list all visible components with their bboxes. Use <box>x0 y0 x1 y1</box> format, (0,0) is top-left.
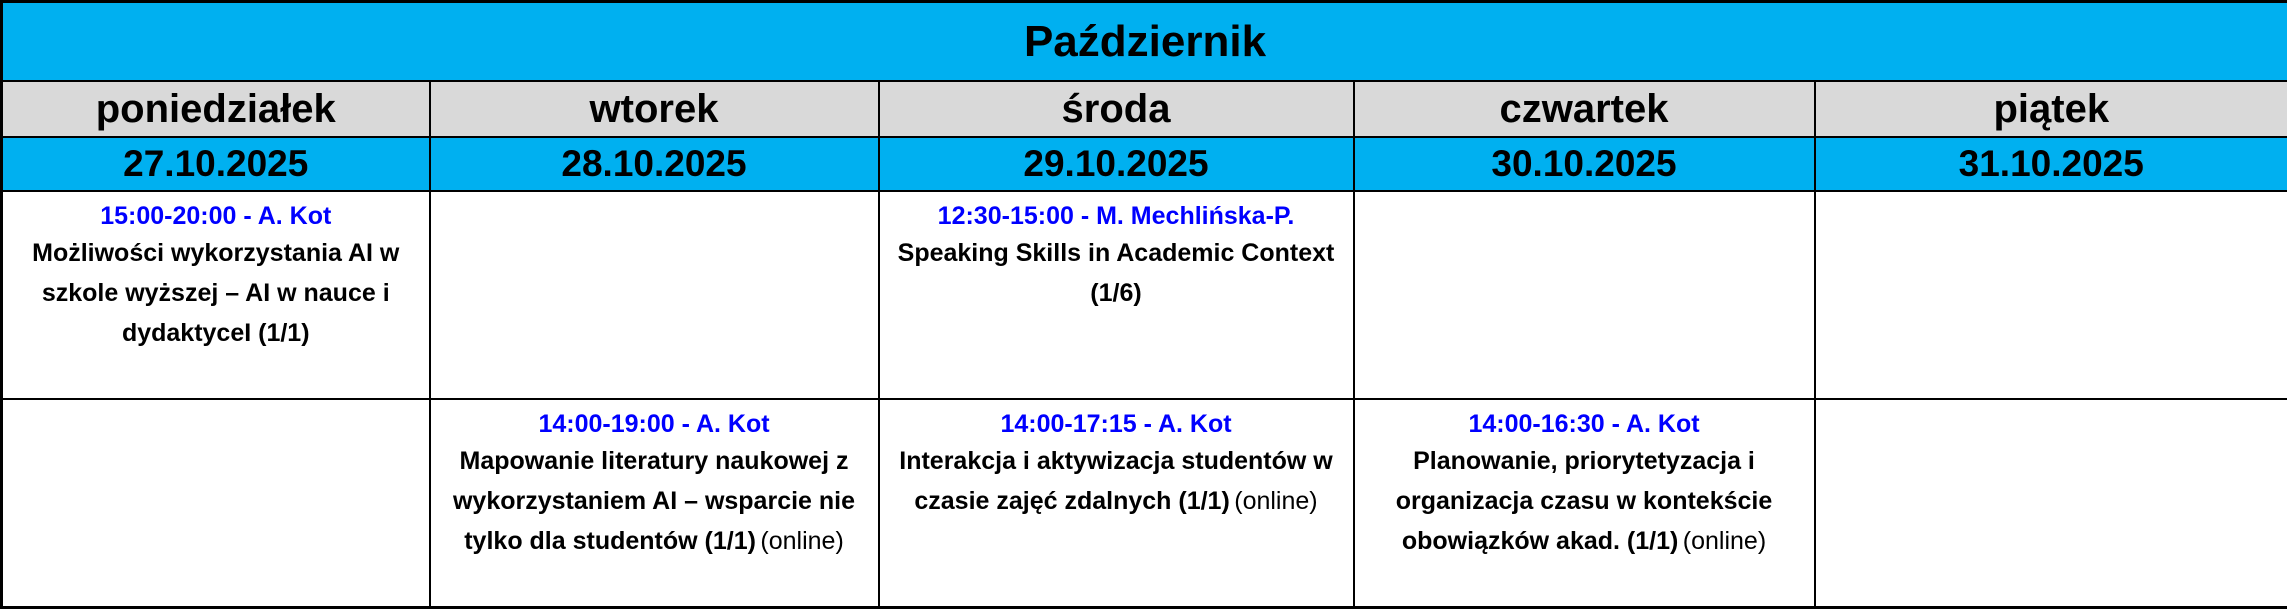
date-friday: 31.10.2025 <box>1815 137 2287 191</box>
event-title: Planowanie, priorytetyzacja i organizacja czasu w kontekście obowiązków akad. (1/1) <box>1395 447 1773 555</box>
slot-row-1 <box>2 191 2287 399</box>
cell-slot1-tuesday <box>430 191 879 399</box>
day-name-monday: poniedziałek <box>2 81 430 137</box>
day-name-thursday: czwartek <box>1354 81 1815 137</box>
date-wednesday: 29.10.2025 <box>879 137 1354 191</box>
event-mode: (online) <box>1234 487 1318 515</box>
event-title: Interakcja i aktywizacja studentów w czasie zajęć zdalnych (1/1) <box>899 447 1333 515</box>
event-time: 12:30-15:00 - M. Mechlińska-P. <box>937 202 1295 230</box>
cell-slot1-friday <box>1815 191 2287 399</box>
event-title: Możliwości wykorzystania AI w szkole wyższej – AI w nauce i dydaktyceI (1/1) <box>32 239 400 347</box>
event-title: Speaking Skills in Academic Context (1/6) <box>897 239 1335 307</box>
event-mode: (online) <box>1682 527 1767 555</box>
event-entry <box>1355 400 1814 563</box>
day-name-friday: piątek <box>1815 81 2287 137</box>
cell-slot2-friday <box>1815 399 2287 608</box>
event-entry <box>431 400 878 563</box>
event-mode: (online) <box>760 527 844 555</box>
day-name-wednesday: środa <box>879 81 1354 137</box>
cell-slot1-monday <box>2 191 430 399</box>
event-time: 14:00-16:30 - A. Kot <box>1468 410 1700 438</box>
event-time: 14:00-19:00 - A. Kot <box>538 410 770 438</box>
cell-slot2-wednesday <box>879 399 1354 608</box>
slot-row-2 <box>2 399 2287 608</box>
cell-slot2-thursday <box>1354 399 1815 608</box>
event-entry <box>3 192 429 355</box>
event-entry <box>880 400 1353 523</box>
event-title: Mapowanie literatury naukowej z wykorzystaniem AI – wsparcie nie tylko dla studentów (1/1) <box>452 447 856 555</box>
date-monday: 27.10.2025 <box>2 137 430 191</box>
event-time: 14:00-17:15 - A. Kot <box>1000 410 1232 438</box>
event-entry <box>880 192 1353 315</box>
event-time: 15:00-20:00 - A. Kot <box>100 202 332 230</box>
month-title: Październik <box>2 2 2287 82</box>
cell-slot2-monday <box>2 399 430 608</box>
day-name-tuesday: wtorek <box>430 81 879 137</box>
cell-slot1-thursday <box>1354 191 1815 399</box>
cell-slot1-wednesday <box>879 191 1354 399</box>
cell-slot2-tuesday <box>430 399 879 608</box>
date-thursday: 30.10.2025 <box>1354 137 1815 191</box>
date-tuesday: 28.10.2025 <box>430 137 879 191</box>
